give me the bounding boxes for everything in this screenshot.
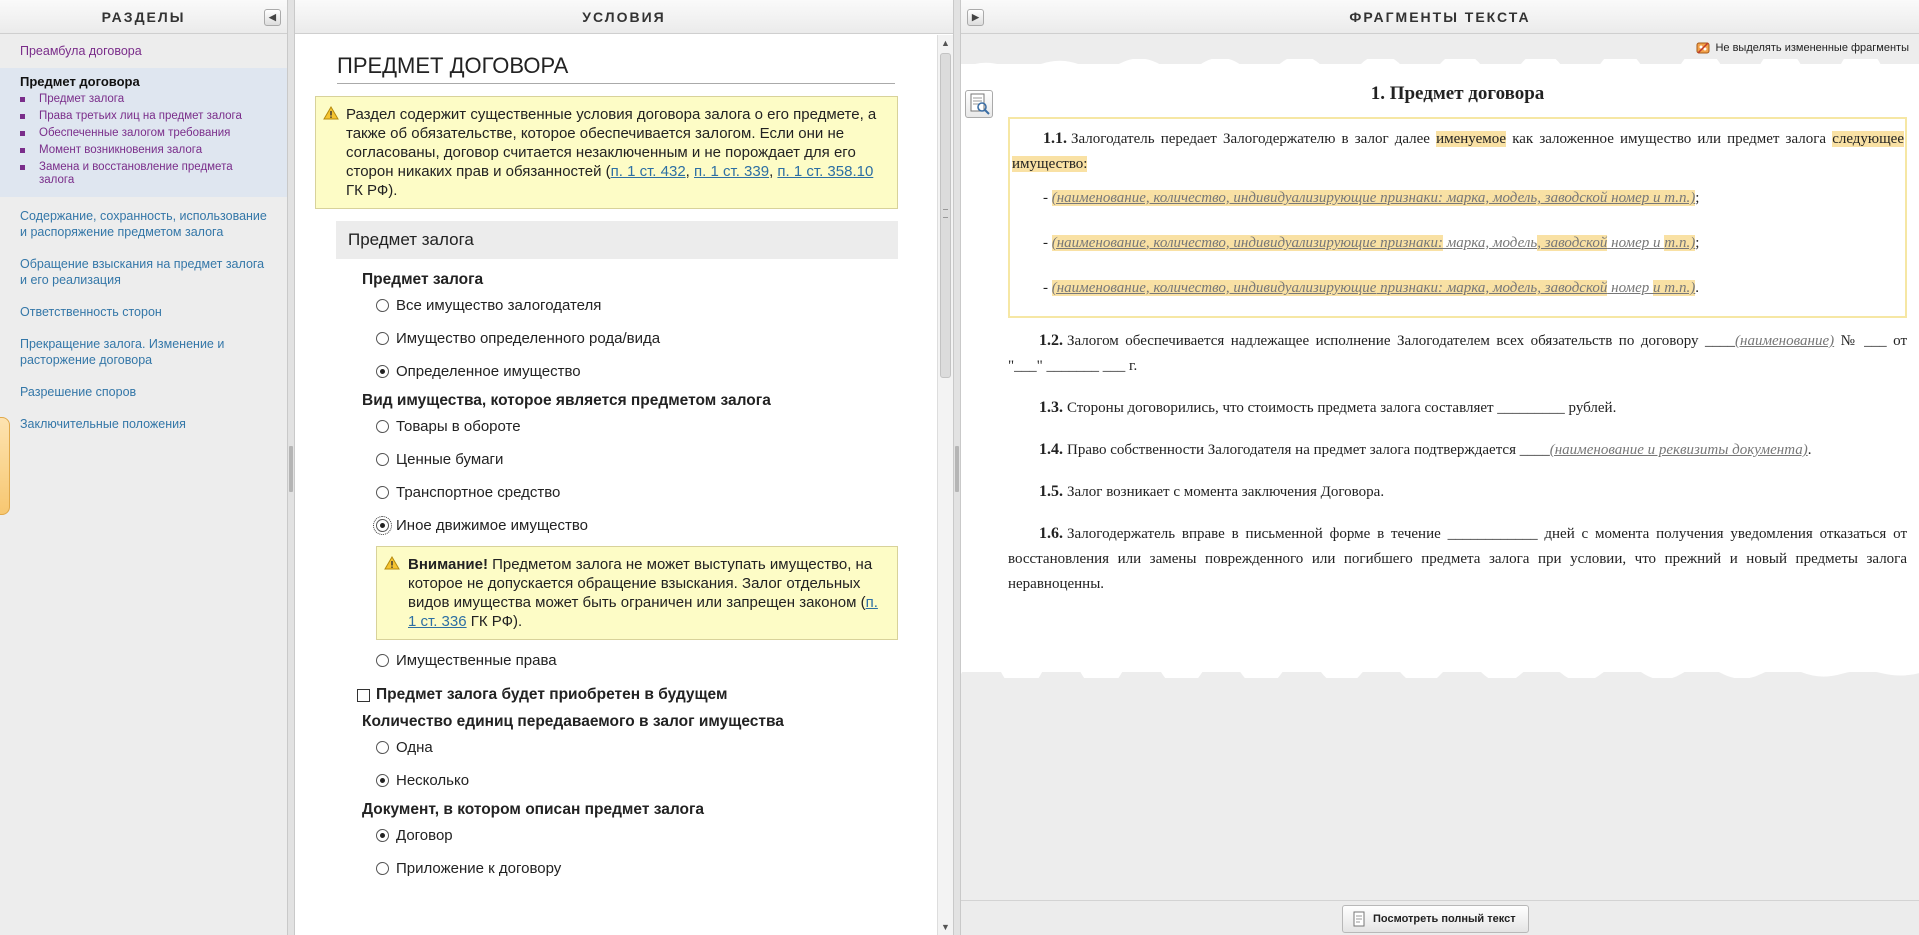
dash: -: [1043, 280, 1052, 296]
line-end: ;: [1695, 190, 1700, 206]
placeholder-field[interactable]: номер и: [1607, 235, 1665, 251]
line-end: .: [1695, 280, 1700, 296]
clause-1-1: [1012, 126, 1904, 177]
conditions-header-title: УСЛОВИЯ: [582, 9, 666, 25]
no-highlight-toggle[interactable]: [1696, 41, 1909, 55]
radio-option[interactable]: [376, 852, 935, 885]
radio-button[interactable]: [376, 420, 389, 433]
document-icon: [1351, 911, 1367, 927]
scroll-up-icon[interactable]: ▲: [941, 38, 950, 48]
clause-1-3: [1008, 395, 1907, 421]
nav-item-disputes[interactable]: Разрешение споров: [20, 385, 137, 399]
placeholder-field[interactable]: (наименование, количество, индивидуализирующие: [1051, 280, 1377, 296]
placeholder-field[interactable]: (наименование и реквизиты документа): [1549, 442, 1808, 458]
property-item-line: [1012, 276, 1904, 312]
sections-header-title: РАЗДЕЛЫ: [101, 9, 186, 25]
placeholder-field[interactable]: признаки: марка, модель, заводской: [1376, 280, 1608, 296]
subsection-header: Предмет залога: [336, 221, 898, 259]
placeholder-field[interactable]: , количество, индивидуализирующие признаки:: [1145, 235, 1443, 251]
question-title: Документ, в котором описан предмет залога: [362, 801, 705, 818]
clause-text: как заложенное имущество или предмет залога: [1506, 131, 1833, 147]
radio-button-selected[interactable]: [376, 519, 389, 532]
radio-label: Определенное имущество: [396, 363, 581, 380]
nav-subitem[interactable]: Предмет залога: [20, 91, 267, 108]
nav-item-liability[interactable]: Ответственность сторон: [20, 305, 162, 319]
clause-text: Стороны договорились, что стоимость предмета залога составляет _________ рублей.: [1067, 400, 1617, 416]
law-link[interactable]: п. 1 ст. 358.10: [777, 163, 874, 180]
document-text: [1008, 64, 1907, 606]
conditions-content: [295, 35, 935, 935]
question-title: Предмет залога: [362, 271, 484, 288]
document-view: [961, 64, 1919, 672]
radio-option[interactable]: [376, 644, 935, 677]
nav-item-content[interactable]: Содержание, сохранность, использование и распоряжение предметом залога: [20, 209, 267, 239]
nav-subitem[interactable]: Обеспеченные залогом требования: [20, 125, 267, 142]
question-title: Вид имущества, которое является предметом залога: [362, 392, 771, 409]
fragments-header-title: ФРАГМЕНТЫ ТЕКСТА: [1349, 9, 1531, 25]
radio-label: Несколько: [396, 772, 470, 789]
nav-item-preamble[interactable]: Преамбула договора: [20, 44, 142, 58]
line-end: ;: [1695, 235, 1700, 251]
highlighted-fragment: именуемое: [1436, 131, 1507, 147]
highlight-off-icon: [1696, 41, 1711, 55]
clause-text: Залогом обеспечивается надлежащее исполнение Залогодателем всех обязательств по договору ____: [1067, 333, 1736, 349]
checkbox-label: Предмет залога будет приобретен в будущем: [376, 686, 728, 703]
radio-option[interactable]: [376, 819, 935, 852]
property-item-line: [1012, 186, 1904, 222]
radio-button-selected[interactable]: [376, 829, 389, 842]
attention-text: Предметом залога не может выступать имущество, на которое не допускается обращение взыскания. Залог отдельных видов имущества может быть ограничен или запрещен законом (: [408, 556, 873, 611]
radio-button[interactable]: [376, 332, 389, 345]
attention-text-end: ГК РФ).: [466, 613, 523, 630]
clause-1-2: [1008, 328, 1907, 379]
toggle-label: Не выделять измененные фрагменты: [1715, 42, 1909, 54]
preview-icon: [966, 91, 992, 117]
vertical-scrollbar[interactable]: [937, 35, 953, 935]
radio-option[interactable]: [376, 731, 935, 764]
thumb-grip: [943, 209, 948, 218]
nav-subitem[interactable]: Момент возникновения залога: [20, 142, 267, 159]
triangle-left-icon[interactable]: ◀: [264, 9, 281, 26]
fragments-footer: [961, 900, 1919, 935]
placeholder-field[interactable]: т.п.): [1664, 235, 1696, 251]
radio-button[interactable]: [376, 299, 389, 312]
law-link[interactable]: п. 1 ст. 336: [408, 594, 878, 630]
checkbox[interactable]: [357, 689, 370, 702]
side-tab-handle[interactable]: [0, 417, 10, 515]
scroll-down-icon[interactable]: ▼: [941, 922, 950, 932]
sections-nav: [0, 34, 287, 437]
radio-option[interactable]: [376, 322, 935, 355]
radio-option[interactable]: [376, 289, 935, 322]
placeholder-field[interactable]: (наименование: [1051, 235, 1146, 251]
radio-label: Все имущество залогодателя: [396, 297, 602, 314]
conditions-panel: [294, 0, 954, 935]
placeholder-field[interactable]: , заводской: [1537, 235, 1608, 251]
dash: -: [1043, 235, 1052, 251]
view-full-text-button[interactable]: [1342, 905, 1529, 933]
nav-item-termination[interactable]: Прекращение залога. Изменение и расторжение договора: [20, 337, 225, 367]
attention-bold: Внимание!: [408, 556, 488, 573]
clause-1-5: [1008, 479, 1907, 505]
placeholder-field[interactable]: марка, модель: [1442, 235, 1538, 251]
fragments-header: [961, 0, 1919, 34]
radio-label: Имущество определенного рода/вида: [396, 330, 661, 347]
nav-group-active: [0, 68, 287, 197]
view-full-text-label: Посмотреть полный текст: [1373, 913, 1516, 925]
magnifier-doc-icon[interactable]: [965, 90, 993, 118]
clause-text: .: [1807, 442, 1812, 458]
radio-option[interactable]: [376, 509, 935, 542]
radio-button[interactable]: [376, 486, 389, 499]
clause-1-6: [1008, 521, 1907, 597]
warning-icon: [384, 556, 400, 570]
clause-text: Залогодержатель вправе в письменной форме в течение ____________ дней с момента получения уведомления отказаться от восстановления или замены поврежденного или погибшего предмета залога при условии, что прежний и новый предметы залога неравноценны.: [1008, 526, 1907, 592]
placeholder-field[interactable]: (наименование): [1735, 333, 1835, 349]
warning-text: Раздел содержит существенные условия договора залога о его предмете, а также об обязательстве, которое обеспечивается залогом. Если они не согласованы, договор считается незаключенным и не порождает для его сторон никаких прав и обязанностей (: [346, 106, 877, 180]
clause-number: 1.4.: [1039, 441, 1063, 458]
paper-edge-bottom: [961, 668, 1919, 678]
radio-option[interactable]: [376, 443, 935, 476]
radio-option[interactable]: [376, 764, 935, 797]
clause-1-4: [1008, 437, 1907, 463]
clause-text: Залогодатель передает Залогодержателю в залог далее: [1071, 131, 1437, 147]
changed-fragment-block: [1008, 117, 1907, 318]
clause-number: 1.1.: [1043, 130, 1067, 147]
nav-item-final[interactable]: Заключительные положения: [20, 417, 186, 431]
section-warning: [315, 96, 898, 209]
law-link[interactable]: п. 1 ст. 432: [610, 163, 686, 180]
clause-number: 1.6.: [1039, 525, 1063, 542]
property-item-line: [1012, 231, 1904, 267]
radio-label: Транспортное средство: [396, 484, 561, 501]
separator: ,: [769, 163, 778, 180]
clause-text: Право собственности Залогодателя на предмет залога подтверждается ____: [1067, 442, 1550, 458]
scroll-thumb[interactable]: [940, 53, 951, 378]
separator: ,: [685, 163, 695, 180]
sections-header: [0, 0, 287, 34]
placeholder-field[interactable]: и: [1653, 280, 1661, 296]
radio-button[interactable]: [376, 453, 389, 466]
warning-text-end: ГК РФ).: [346, 182, 398, 199]
radio-button[interactable]: [376, 741, 389, 754]
splitter-grip[interactable]: [955, 446, 959, 492]
clause-number: 1.5.: [1039, 483, 1063, 500]
document-title: 1. Предмет договора: [1370, 83, 1545, 104]
radio-button-selected[interactable]: [376, 774, 389, 787]
radio-label: Имущественные права: [396, 652, 557, 669]
placeholder-field[interactable]: номер: [1607, 280, 1653, 296]
section-title: ПРЕДМЕТ ДОГОВОРА: [337, 53, 895, 84]
highlighted-fragment: имущество:: [1012, 156, 1088, 172]
placeholder-field[interactable]: (наименование, количество, индивидуализирующие признаки: марка, модель, заводской номер и т.п.): [1051, 190, 1696, 206]
radio-button-selected[interactable]: [376, 365, 389, 378]
law-link[interactable]: п. 1 ст. 339: [694, 163, 770, 180]
radio-option[interactable]: [376, 355, 935, 388]
fragments-panel: [960, 0, 1919, 935]
sections-panel: [0, 0, 288, 935]
nav-subitem[interactable]: Замена и восстановление предмета залога: [20, 159, 267, 189]
radio-option[interactable]: [376, 410, 935, 443]
splitter-grip[interactable]: [289, 446, 293, 492]
nav-sublist: [20, 91, 267, 189]
clause-number: 1.3.: [1039, 399, 1063, 416]
nav-item-foreclosure[interactable]: Обращение взыскания на предмет залога и его реализация: [20, 257, 265, 287]
clause-number: 1.2.: [1039, 332, 1063, 349]
triangle-right-icon[interactable]: ▶: [967, 9, 984, 26]
radio-label: Договор: [396, 827, 453, 844]
radio-button[interactable]: [376, 862, 389, 875]
placeholder-field[interactable]: т.п.): [1660, 280, 1696, 296]
nav-item-subject[interactable]: Предмет договора: [20, 74, 140, 89]
radio-option[interactable]: [376, 476, 935, 509]
conditions-header: [295, 0, 953, 34]
question-title: Количество единиц передаваемого в залог имущества: [362, 713, 784, 730]
future-property-checkbox[interactable]: [357, 681, 935, 709]
radio-label: Товары в обороте: [396, 418, 521, 435]
radio-label: Одна: [396, 739, 433, 756]
radio-label: Иное движимое имущество: [396, 517, 588, 534]
clause-text: № ___ от "___" _______ ___ г.: [1008, 333, 1908, 374]
dash: -: [1043, 190, 1052, 206]
radio-button[interactable]: [376, 654, 389, 667]
warning-icon: [323, 106, 339, 120]
highlighted-fragment: следующее: [1832, 131, 1904, 147]
radio-label: Приложение к договору: [396, 860, 562, 877]
radio-label: Ценные бумаги: [396, 451, 504, 468]
nav-subitem[interactable]: Права третьих лиц на предмет залога: [20, 108, 267, 125]
attention-note: [376, 546, 898, 640]
clause-text: Залог возникает с момента заключения Договора.: [1067, 484, 1385, 500]
